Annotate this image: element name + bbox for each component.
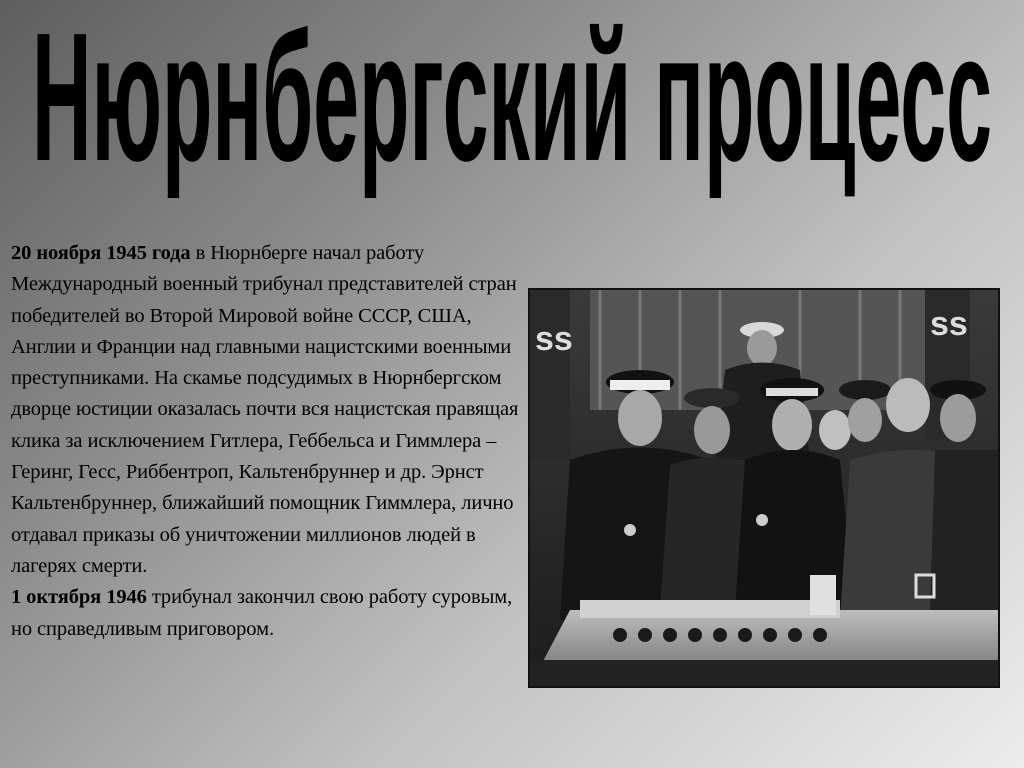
body-text xyxy=(11,238,526,645)
paragraph-1 xyxy=(11,238,526,582)
paragraph-2-text: трибунал закончил свою работу суровым, но справедливым приговором. xyxy=(11,586,513,640)
title-text: Нюрнбергский процесс xyxy=(31,0,992,200)
page-title xyxy=(0,0,1024,240)
date-1: 20 ноября 1945 года xyxy=(11,242,191,264)
paragraph-1-text: в Нюрнберге начал работу Международный военный трибунал представителей стран победителей во Второй Мировой войне СССР, США, Англии и Франции над главными нацистскими военными преступниками. На скамье подсудимых в Нюрнбергском дворце юстиции оказалась почти вся нацистская правящая клика за исключением Гитлера, Геббельса и Гиммлера – Геринг, Гесс, Риббентроп, Кальтенбруннер и др. Эрнст Кальтенбруннер, ближайший помощник Гиммлера, лично отдавал приказы об уничтожении миллионов людей в лагерях смерти. xyxy=(11,242,519,577)
svg-text:ss: ss xyxy=(535,320,573,358)
svg-text:ss: ss xyxy=(930,305,968,343)
paragraph-2 xyxy=(11,582,526,645)
date-2: 1 октября 1946 xyxy=(11,586,147,609)
historical-photo xyxy=(528,288,1000,688)
